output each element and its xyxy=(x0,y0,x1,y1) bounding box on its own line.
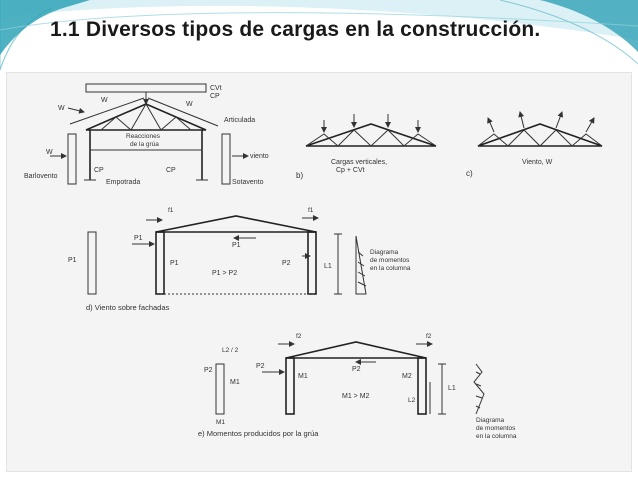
diagram-c-label: c) xyxy=(466,169,473,178)
e-p2-col-label: P2 xyxy=(256,363,265,370)
crane-reactions-label-2: de la grúa xyxy=(130,141,159,148)
e-m1-side-label: M1 xyxy=(230,379,240,386)
e-m1-bottom-label: M1 xyxy=(216,419,226,426)
d-p1-col-label: P1 xyxy=(134,235,143,242)
d-diagram-label-3: en la columna xyxy=(370,265,411,272)
load-cvt-label: CVt xyxy=(210,85,222,92)
e-p2-beam-label: P2 xyxy=(352,366,361,373)
e-diagram-label-3: en la columna xyxy=(476,433,517,440)
d-diagram-label-1: Diagrama xyxy=(370,249,399,256)
hinge-label: Articulada xyxy=(224,117,256,124)
load-cp-label: CP xyxy=(210,93,220,100)
viento-label: viento xyxy=(250,153,269,160)
diagram-c-caption: Viento, W xyxy=(522,159,553,166)
crane-reactions-label-1: Reacciones xyxy=(126,133,160,140)
d-compare-label: P1 > P2 xyxy=(212,270,238,277)
empotrada-label: Empotrada xyxy=(106,179,141,186)
e-f2-right-label: f2 xyxy=(426,333,432,340)
e-f2-label: f2 xyxy=(296,333,302,340)
wind-left-2-label: W xyxy=(101,97,108,104)
d-f1-right-label: f1 xyxy=(308,207,314,214)
e-m1-col-label: M1 xyxy=(298,373,308,380)
d-l1-label: L1 xyxy=(324,263,332,270)
d-f1-label: f1 xyxy=(168,207,174,214)
e-diagram-label-2: de momentos xyxy=(476,425,516,432)
d-p2-label: P2 xyxy=(282,260,291,267)
d-p1-low-label: P1 xyxy=(170,260,179,267)
e-caption: e) Momentos producidos por la grúa xyxy=(198,429,319,438)
e-l1-label: L1 xyxy=(448,385,456,392)
diagram-b-caption-2: Cp + CVt xyxy=(336,167,365,174)
d-caption: d) Viento sobre fachadas xyxy=(86,303,170,312)
diagram-b-label: b) xyxy=(296,171,304,180)
diagram-c xyxy=(466,112,602,178)
cp-left-label: CP xyxy=(94,167,104,174)
d-p1-side-label: P1 xyxy=(68,257,77,264)
wind-arrow-label: W xyxy=(46,149,53,156)
loads-figure xyxy=(6,72,632,472)
d-p1-beam-label: P1 xyxy=(232,242,241,249)
diagram-e xyxy=(198,333,517,440)
sotavento-label: Sotavento xyxy=(232,179,264,186)
e-m2-col-label: M2 xyxy=(402,373,412,380)
diagram-b xyxy=(296,114,436,180)
barlovento-label: Barlovento xyxy=(24,173,58,180)
slide-title: 1.1 Diversos tipos de cargas en la construcción. xyxy=(50,18,541,41)
diagram-b-caption-1: Cargas verticales, xyxy=(331,159,388,166)
e-p2-side-label: P2 xyxy=(204,367,213,374)
d-diagram-label-2: de momentos xyxy=(370,257,410,264)
e-l2-label: L2 xyxy=(408,397,416,404)
wind-right-label: W xyxy=(186,101,193,108)
diagram-a xyxy=(24,84,269,186)
diagram-d xyxy=(68,207,411,312)
e-l2-half-label: L2 / 2 xyxy=(222,347,239,354)
e-diagram-label-1: Diagrama xyxy=(476,417,505,424)
cp-right-label: CP xyxy=(166,167,176,174)
e-compare-label: M1 > M2 xyxy=(342,393,370,400)
wind-left-label: W xyxy=(58,105,65,112)
